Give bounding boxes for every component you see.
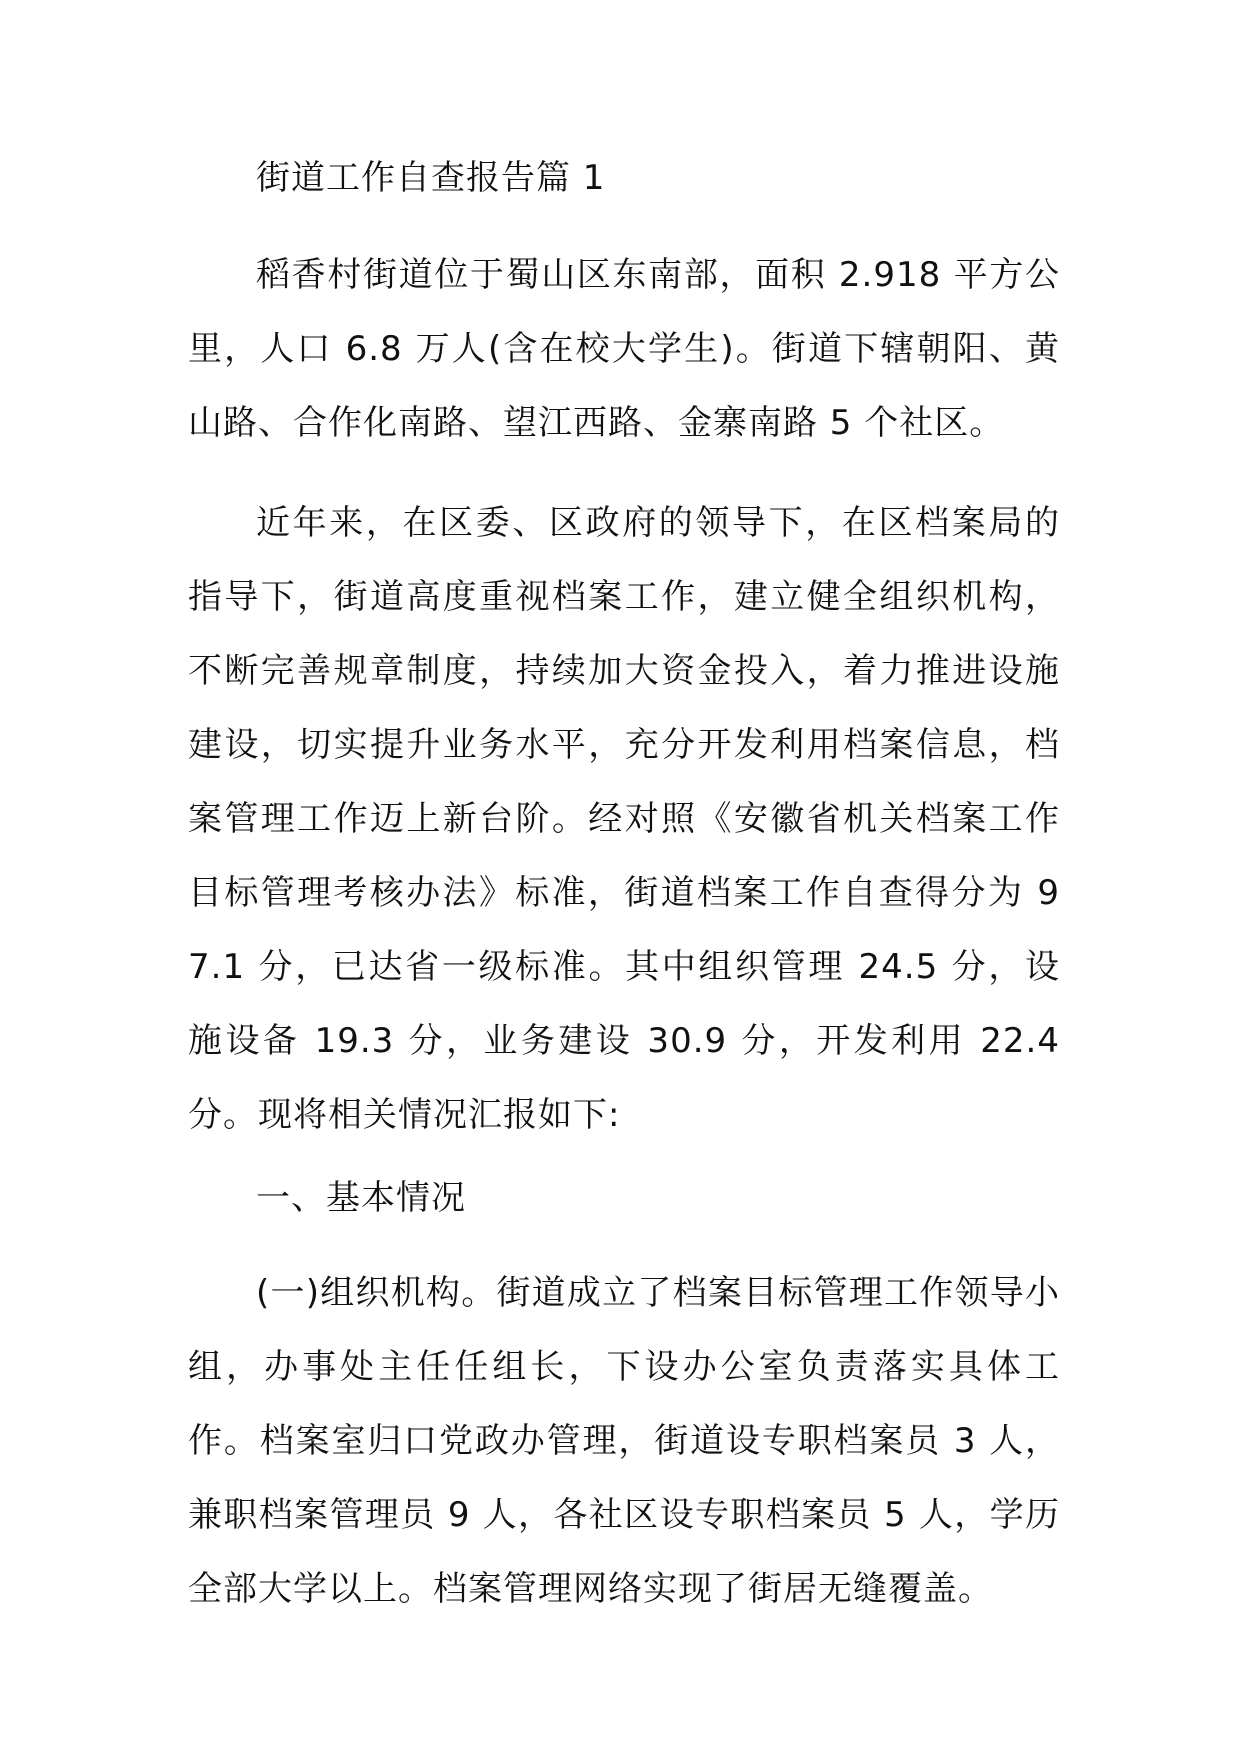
section-heading-basic-situation: 一、基本情况 — [256, 1178, 466, 1218]
paragraph-self-assessment: 近年来，在区委、区政府的领导下，在区档案局的指导下，街道高度重视档案工作，建立健全组织机构，不断完善规章制度，持续加大资金投入，着力推进设施建设，切实提升业务水平，充分开发利用档案信息，档案管理工作迈上新台阶。经对照《安徽省机关档案工作目标管理考核办法》标准，街道档案工作自查得分为 97.1 分，已达省一级标准。其中组织管理 24.5 分，设施设备 19.3 分，业务建设 30.9 分，开发利用 22.4 分。现将相关情况汇报如下: — [188, 503, 1060, 1135]
document-heading: 街道工作自查报告篇 1 — [256, 158, 606, 198]
document-page — [188, 160, 1060, 1652]
paragraph-overview: 稻香村街道位于蜀山区东南部，面积 2.918 平方公里，人口 6.8 万人(含在校大学生)。街道下辖朝阳、黄山路、合作化南路、望江西路、金寨南路 5 个社区。 — [188, 255, 1060, 443]
paragraph-organization: (一)组织机构。街道成立了档案目标管理工作领导小组，办事处主任任组长，下设办公室负责落实具体工作。档案室归口党政办管理，街道设专职档案员 3 人，兼职档案管理员 9 人，各社区设专职档案员 5 人，学历全部大学以上。档案管理网络实现了街居无缝覆盖。 — [188, 1273, 1060, 1609]
